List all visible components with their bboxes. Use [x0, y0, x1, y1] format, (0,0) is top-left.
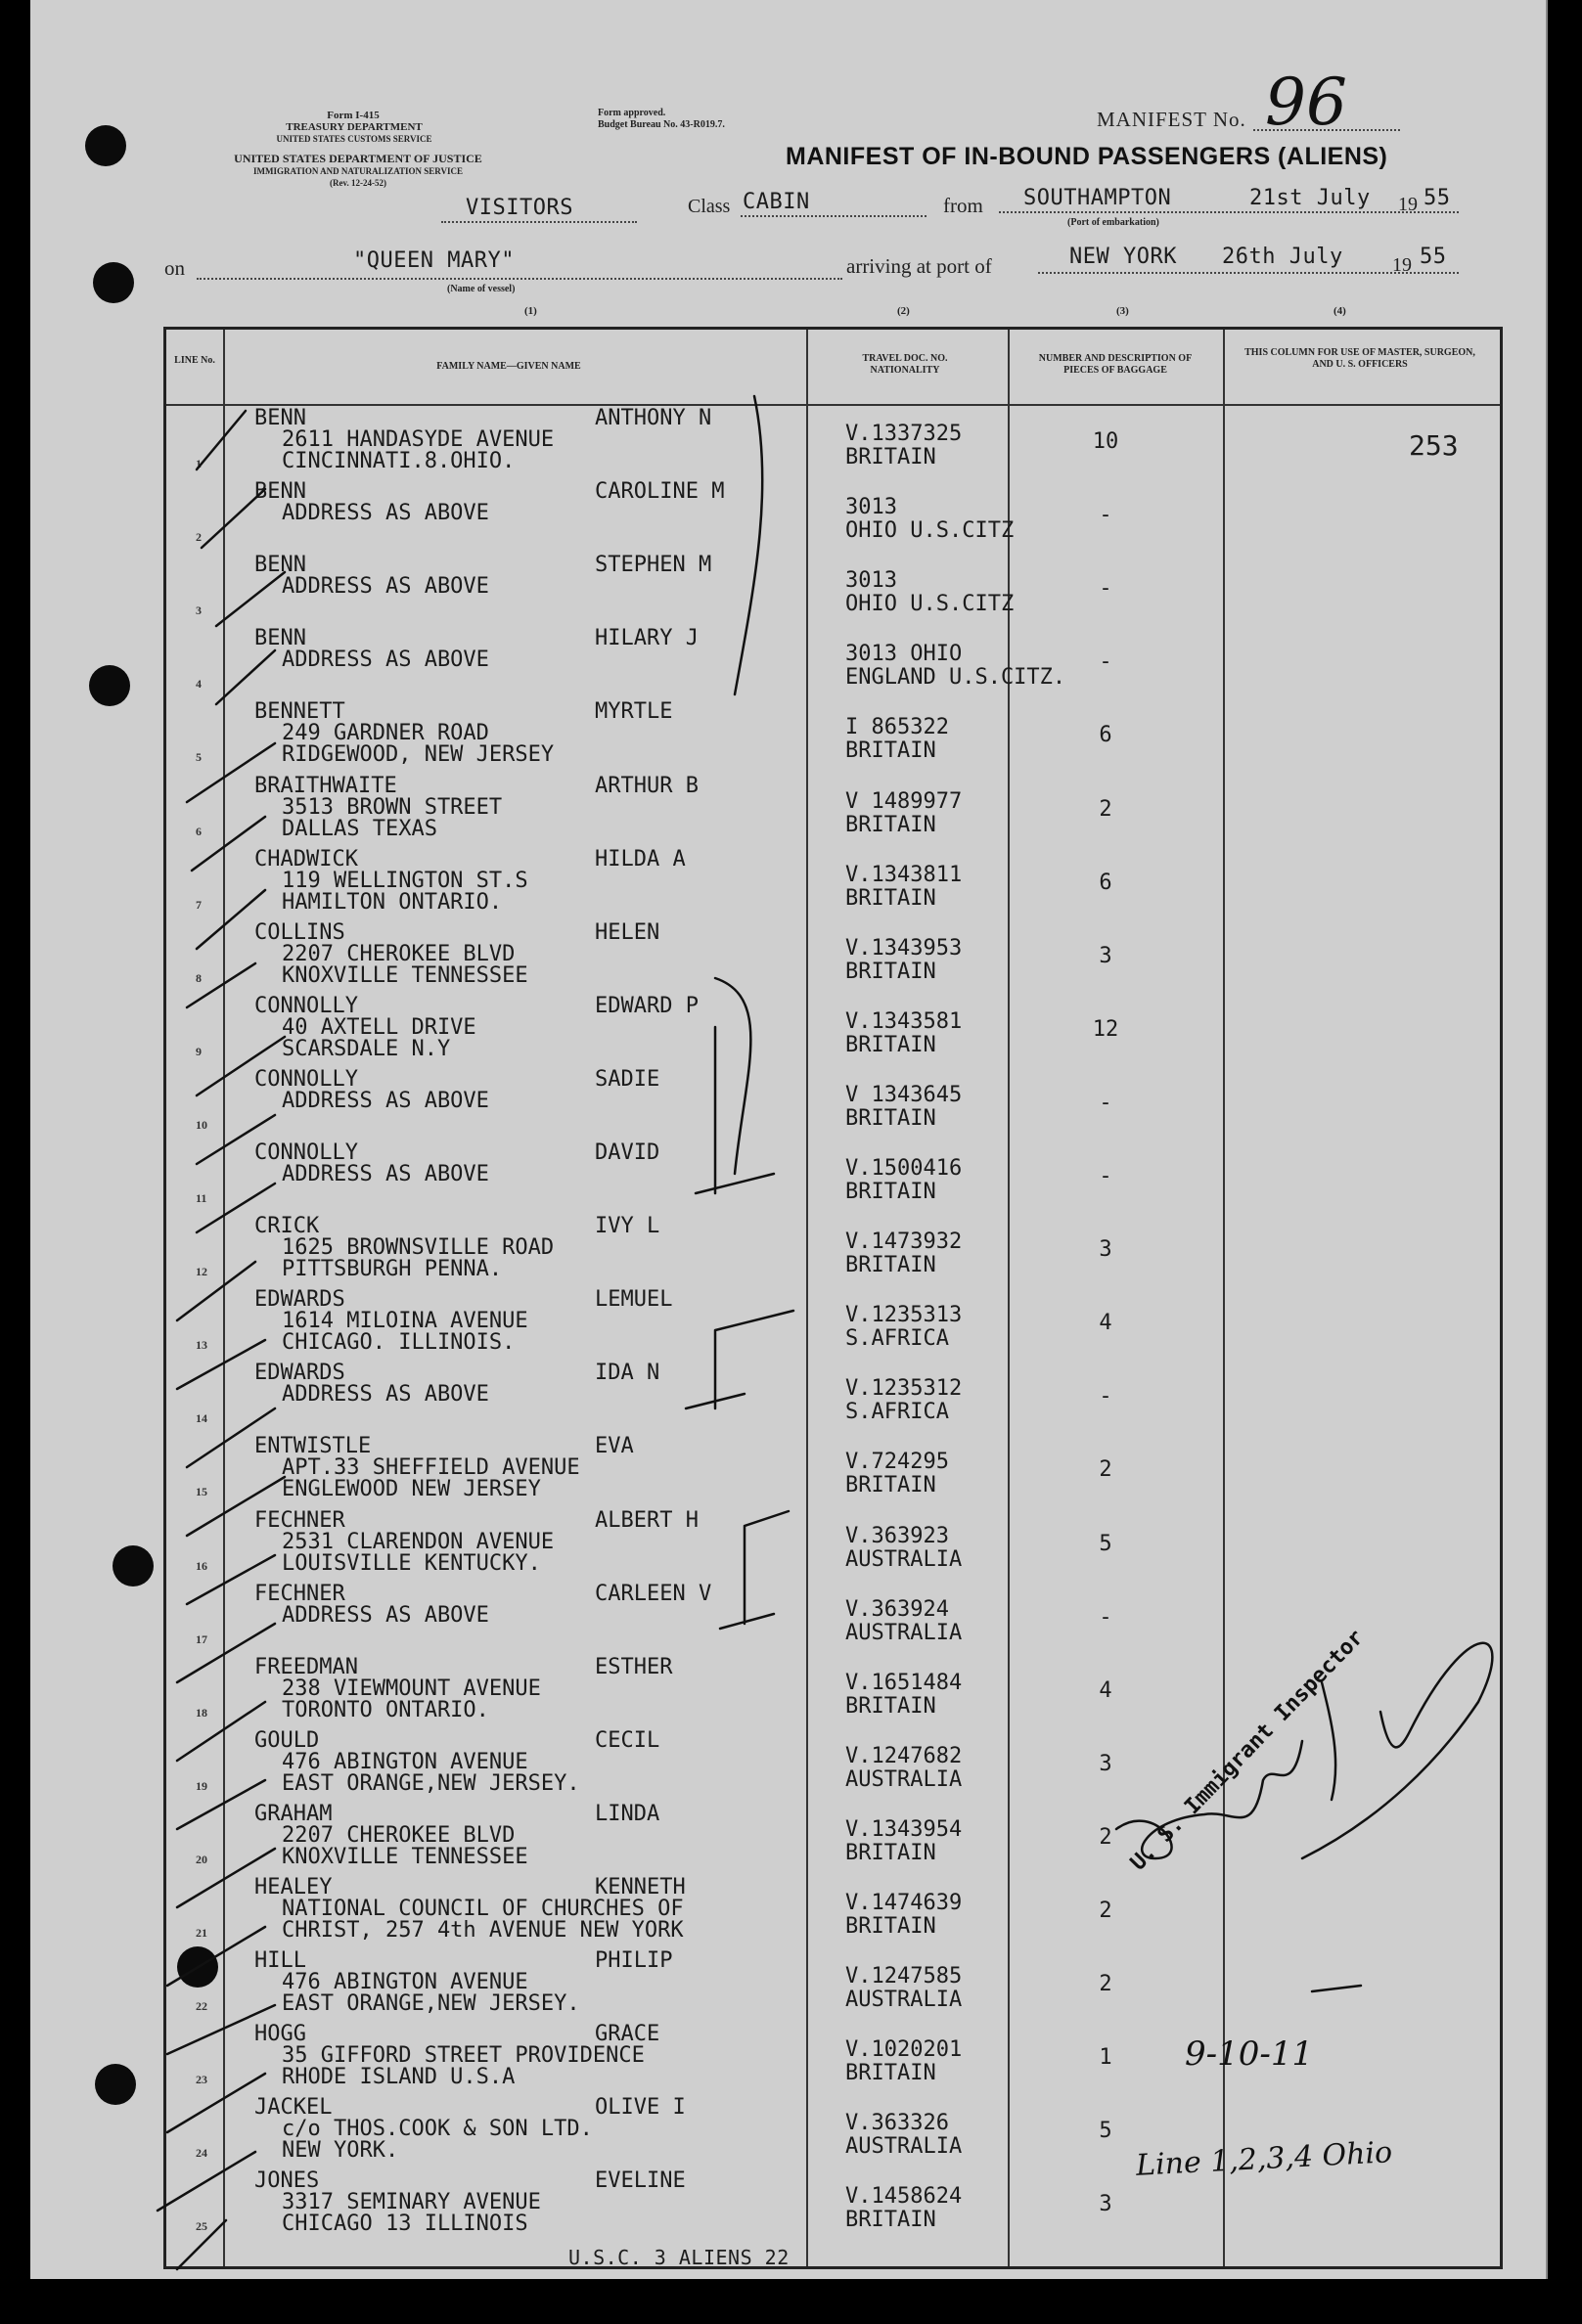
address-line-1: ADDRESS AS ABOVE	[282, 648, 489, 673]
address-line-1: 3317 SEMINARY AVENUE	[282, 2190, 541, 2215]
table-row	[166, 994, 1500, 1067]
address-line-2: TORONTO ONTARIO.	[282, 1697, 489, 1722]
given-name: EDWARD P	[595, 993, 699, 1018]
line-number: 9	[196, 1044, 202, 1058]
given-name: ESTHER	[595, 1654, 673, 1679]
col-num-3: (3)	[1116, 305, 1129, 317]
family-name: HEALEY	[254, 1875, 333, 1899]
address-line-1: ADDRESS AS ABOVE	[282, 1162, 489, 1186]
travel-doc-no: V.724295	[845, 1450, 949, 1475]
address-line-2: CHICAGO. ILLINOIS.	[282, 1330, 516, 1356]
baggage-count: -	[1099, 503, 1112, 528]
baggage-count: 3	[1099, 1237, 1112, 1263]
given-name: HILDA A	[595, 846, 686, 872]
travel-doc-no: V.1235313	[845, 1303, 963, 1328]
address-line-1: ADDRESS AS ABOVE	[282, 1382, 489, 1408]
address-line-2: CHICAGO 13 ILLINOIS	[282, 2212, 528, 2237]
address-line-1: 1625 BROWNSVILLE ROAD	[282, 1235, 555, 1261]
nationality: BRITAIN	[845, 1473, 936, 1498]
line-number: 2	[196, 530, 202, 545]
class-label: Class	[688, 196, 731, 217]
given-name: LINDA	[595, 1801, 660, 1826]
address-line-2: CINCINNATI.8.OHIO.	[282, 449, 516, 473]
nationality: BRITAIN	[845, 1253, 936, 1278]
address-line-2: LOUISVILLE KENTUCKY.	[282, 1550, 541, 1576]
address-line-1: 1614 MILOINA AVENUE	[282, 1309, 528, 1334]
baggage-count: -	[1099, 1384, 1112, 1409]
given-name: CARLEEN V	[595, 1581, 712, 1606]
address-line-2: KNOXVILLE TENNESSEE	[282, 1844, 528, 1869]
nationality: AUSTRALIA	[845, 1546, 963, 1572]
line-number: 25	[196, 2219, 207, 2234]
table-row	[166, 2168, 1500, 2242]
nationality: BRITAIN	[845, 1693, 936, 1719]
line-number: 3	[196, 603, 202, 618]
justice-label: UNITED STATES DEPARTMENT OF JUSTICE	[234, 152, 482, 165]
baggage-count: 3	[1099, 2192, 1112, 2217]
nationality: S.AFRICA	[845, 1400, 949, 1425]
line-number: 22	[196, 1999, 207, 2014]
given-name: GRACE	[595, 2022, 660, 2047]
travel-doc-no: V 1343645	[845, 1082, 963, 1107]
address-line-1: 476 ABINGTON AVENUE	[282, 1970, 528, 1995]
table-row	[166, 1361, 1500, 1434]
address-line-1: APT.33 SHEFFIELD AVENUE	[282, 1455, 580, 1481]
baggage-count: 2	[1099, 1457, 1112, 1483]
travel-doc-no: V.1458624	[845, 2184, 963, 2210]
nationality: AUSTRALIA	[845, 1620, 963, 1645]
family-name: FECHNER	[254, 1507, 345, 1533]
family-name: BENN	[254, 553, 306, 578]
given-name: HELEN	[595, 919, 660, 945]
baggage-count: 2	[1099, 1972, 1112, 1997]
embark-century: 19	[1398, 194, 1418, 215]
table-row	[166, 1875, 1500, 1948]
travel-doc-no: V.1500416	[845, 1156, 963, 1181]
address-line-1: 476 ABINGTON AVENUE	[282, 1749, 528, 1774]
table-row	[166, 626, 1500, 699]
table-row	[166, 774, 1500, 847]
given-name: IDA N	[595, 1361, 660, 1386]
nationality: OHIO U.S.CITZ	[845, 592, 1015, 617]
given-name: OLIVE I	[595, 2095, 686, 2121]
given-name: ALBERT H	[595, 1507, 699, 1533]
table-row	[166, 699, 1500, 773]
address-line-1: 2207 CHEROKEE BLVD	[282, 1822, 516, 1848]
form-number: Form I-415	[327, 110, 380, 121]
baggage-count: 6	[1099, 870, 1112, 895]
line-number: 1	[196, 457, 202, 470]
line-number: 11	[196, 1191, 207, 1205]
line-number: 6	[196, 824, 202, 838]
line-number: 20	[196, 1852, 207, 1866]
form-approved: Form approved.	[598, 108, 666, 118]
given-name: MYRTLE	[595, 699, 673, 725]
travel-doc-no: V.1343954	[845, 1816, 963, 1842]
punch-hole	[95, 2064, 136, 2105]
address-line-1: ADDRESS AS ABOVE	[282, 1088, 489, 1113]
address-line-2: RHODE ISLAND U.S.A	[282, 2065, 516, 2090]
travel-doc-no: I 865322	[845, 715, 949, 740]
line-number: 23	[196, 2073, 207, 2087]
family-name: ENTWISTLE	[254, 1434, 372, 1459]
table-row	[166, 1728, 1500, 1802]
given-name: CAROLINE M	[595, 479, 725, 505]
family-name: JACKEL	[254, 2095, 333, 2121]
address-line-2: EAST ORANGE,NEW JERSEY.	[282, 1991, 580, 2017]
given-name: DAVID	[595, 1140, 660, 1165]
given-name: EVA	[595, 1434, 634, 1459]
vessel-name: "QUEEN MARY"	[353, 248, 515, 273]
baggage-count: -	[1099, 576, 1112, 602]
table-row	[166, 1287, 1500, 1361]
manifest-title: MANIFEST OF IN-BOUND PASSENGERS (ALIENS)	[786, 143, 1388, 170]
travel-doc-no: V.1247585	[845, 1964, 963, 1989]
table-row	[166, 1582, 1500, 1655]
travel-doc-no: V.1651484	[845, 1670, 963, 1695]
col-num-2: (2)	[897, 305, 910, 317]
line-number: 19	[196, 1778, 207, 1793]
line-number: 10	[196, 1117, 207, 1132]
col-head-name: FAMILY NAME—GIVEN NAME	[436, 361, 581, 372]
given-name: LEMUEL	[595, 1287, 673, 1313]
family-name: CRICK	[254, 1214, 320, 1239]
from-label: from	[943, 194, 983, 217]
ins-label: IMMIGRATION AND NATURALIZATION SERVICE	[253, 166, 463, 176]
travel-doc-no: V.1020201	[845, 2037, 963, 2063]
address-line-2: DALLAS TEXAS	[282, 816, 437, 841]
line-number: 24	[196, 2146, 207, 2161]
inspector-stamp: U. S. Immigrant Inspector	[1126, 1625, 1370, 1876]
baggage-count: 2	[1099, 1899, 1112, 1923]
given-name: HILARY J	[595, 626, 699, 651]
line-number: 16	[196, 1558, 207, 1573]
vessel-caption: (Name of vessel)	[447, 284, 516, 294]
line-number: 5	[196, 750, 202, 765]
visitors-label: VISITORS	[466, 196, 573, 220]
given-name: EVELINE	[595, 2168, 686, 2194]
table-row	[166, 920, 1500, 994]
given-name: STEPHEN M	[595, 553, 712, 578]
address-line-1: 238 VIEWMOUNT AVENUE	[282, 1676, 541, 1701]
address-line-1: ADDRESS AS ABOVE	[282, 1602, 489, 1628]
baggage-count: 4	[1099, 1677, 1112, 1703]
table-row	[166, 553, 1500, 626]
arrival-port: NEW YORK	[1069, 245, 1177, 269]
nationality: BRITAIN	[845, 959, 936, 984]
address-line-2: HAMILTON ONTARIO.	[282, 889, 503, 915]
nationality: BRITAIN	[845, 1840, 936, 1865]
address-line-1: 3513 BROWN STREET	[282, 794, 503, 820]
nationality: BRITAIN	[845, 2061, 936, 2086]
family-name: BENN	[254, 406, 306, 430]
address-line-1: ADDRESS AS ABOVE	[282, 501, 489, 526]
family-name: GRAHAM	[254, 1801, 333, 1826]
address-line-1: 2207 CHEROKEE BLVD	[282, 941, 516, 966]
travel-doc-no: 3013	[845, 495, 897, 520]
baggage-count: -	[1099, 1164, 1112, 1188]
travel-doc-no: V.363923	[845, 1523, 949, 1548]
family-name: COLLINS	[254, 919, 345, 945]
table-row	[166, 847, 1500, 920]
baggage-count: 4	[1099, 1311, 1112, 1336]
table-row	[166, 1802, 1500, 1875]
family-name: CHADWICK	[254, 846, 358, 872]
baggage-count: -	[1099, 1604, 1112, 1630]
family-name: EDWARDS	[254, 1287, 345, 1313]
col-head-travel-doc: TRAVEL DOC. NO. NATIONALITY	[862, 353, 948, 376]
col-head-officers: THIS COLUMN FOR USE OF MASTER, SURGEON, AND U. S. OFFICERS	[1244, 347, 1475, 370]
passenger-table	[163, 327, 1503, 2269]
travel-doc-no: 3013	[845, 568, 897, 594]
family-name: CONNOLLY	[254, 1066, 358, 1092]
address-line-1: 119 WELLINGTON ST.S	[282, 868, 528, 893]
line-number: 14	[196, 1411, 207, 1426]
col-num-1: (1)	[524, 305, 537, 317]
travel-doc-no: V.1235312	[845, 1376, 963, 1402]
family-name: JONES	[254, 2168, 320, 2194]
nationality: BRITAIN	[845, 1032, 936, 1057]
baggage-count: 6	[1099, 723, 1112, 748]
manifest-sheet	[30, 0, 1548, 2279]
family-name: HOGG	[254, 2022, 306, 2047]
line-number: 21	[196, 1926, 207, 1940]
family-name: CONNOLLY	[254, 1140, 358, 1165]
family-name: FREEDMAN	[254, 1654, 358, 1679]
arrival-date: 26th July	[1222, 245, 1343, 269]
travel-doc-no: 3013 OHIO	[845, 642, 963, 667]
table-row	[166, 1140, 1500, 1214]
travel-doc-no: V.363326	[845, 2111, 949, 2136]
punch-hole	[93, 262, 134, 303]
arrival-century: 19	[1392, 254, 1412, 276]
line-number: 13	[196, 1338, 207, 1353]
line-number: 18	[196, 1705, 207, 1720]
table-row	[166, 1508, 1500, 1582]
nationality: BRITAIN	[845, 1914, 936, 1939]
nationality: ENGLAND U.S.CITZ.	[845, 665, 1066, 691]
travel-doc-no: V.1247682	[845, 1743, 963, 1768]
nationality: S.AFRICA	[845, 1326, 949, 1352]
arriving-label: arriving at port of	[846, 254, 992, 278]
address-line-2: KNOXVILLE TENNESSEE	[282, 962, 528, 988]
address-line-2: NEW YORK.	[282, 2138, 399, 2164]
line-number: 8	[196, 970, 202, 985]
table-row	[166, 479, 1500, 553]
nationality: BRITAIN	[845, 1180, 936, 1204]
travel-doc-no: V.363924	[845, 1596, 949, 1622]
baggage-count: 5	[1099, 1531, 1112, 1556]
address-line-1: ADDRESS AS ABOVE	[282, 574, 489, 600]
nationality: BRITAIN	[845, 738, 936, 764]
nationality: AUSTRALIA	[845, 2134, 963, 2160]
address-line-1: 249 GARDNER ROAD	[282, 721, 489, 746]
nationality: BRITAIN	[845, 1105, 936, 1131]
col-num-4: (4)	[1333, 305, 1346, 317]
port-embark-caption: (Port of embarkation)	[1067, 217, 1159, 228]
manifest-no-value: 96	[1265, 65, 1347, 140]
table-row	[166, 1067, 1500, 1140]
travel-doc-no: V.1473932	[845, 1229, 963, 1255]
treasury-label: TREASURY DEPARTMENT	[286, 121, 423, 133]
family-name: CONNOLLY	[254, 993, 358, 1018]
col-head-baggage: NUMBER AND DESCRIPTION OF PIECES OF BAGGAGE	[1038, 353, 1193, 376]
travel-doc-no: V.1343953	[845, 935, 963, 961]
family-name: HILL	[254, 1948, 306, 1974]
nationality: OHIO U.S.CITZ	[845, 518, 1015, 544]
address-line-1: 35 GIFFORD STREET PROVIDENCE	[282, 2043, 645, 2069]
address-line-2: EAST ORANGE,NEW JERSEY.	[282, 1770, 580, 1796]
travel-doc-no: V.1474639	[845, 1891, 963, 1915]
travel-doc-no: V 1489977	[845, 788, 963, 814]
given-name: SADIE	[595, 1066, 660, 1092]
vessel-line	[197, 278, 842, 280]
address-line-1: 2611 HANDASYDE AVENUE	[282, 427, 555, 452]
address-line-1: NATIONAL COUNCIL OF CHURCHES OF	[282, 1897, 684, 1921]
footer-count: U.S.C. 3 ALIENS 22	[568, 2246, 790, 2269]
budget-bureau: Budget Bureau No. 43-R019.7.	[598, 119, 725, 130]
baggage-count: 10	[1092, 429, 1119, 454]
given-name: KENNETH	[595, 1875, 686, 1899]
given-name: ANTHONY N	[595, 406, 712, 430]
nationality: BRITAIN	[845, 812, 936, 837]
address-line-2: ENGLEWOOD NEW JERSEY	[282, 1477, 541, 1502]
family-name: BRAITHWAITE	[254, 773, 397, 798]
manifest-no-label: MANIFEST No.	[1097, 108, 1246, 131]
nationality: BRITAIN	[845, 2208, 936, 2233]
given-name: ARTHUR B	[595, 773, 699, 798]
port-of-embarkation: SOUTHAMPTON	[1023, 186, 1172, 210]
line-number: 7	[196, 897, 202, 912]
punch-hole	[113, 1545, 154, 1587]
on-label: on	[164, 256, 185, 280]
table-row	[166, 1214, 1500, 1287]
given-name: CECIL	[595, 1727, 660, 1753]
baggage-count: 5	[1099, 2119, 1112, 2144]
table-row	[166, 1948, 1500, 2022]
family-name: EDWARDS	[254, 1361, 345, 1386]
baggage-count: 2	[1099, 796, 1112, 822]
given-name: PHILIP	[595, 1948, 673, 1974]
table-row	[166, 1434, 1500, 1507]
family-name: FECHNER	[254, 1581, 345, 1606]
revision: (Rev. 12-24-52)	[330, 178, 386, 188]
address-line-2: CHRIST, 257 4th AVENUE NEW YORK	[282, 1918, 684, 1943]
customs-label: UNITED STATES CUSTOMS SERVICE	[276, 134, 432, 144]
family-name: BENN	[254, 626, 306, 651]
address-line-2: PITTSBURGH PENNA.	[282, 1257, 503, 1282]
embarkation-date: 21st July	[1249, 186, 1371, 210]
table-row	[166, 406, 1500, 479]
officer-note: 253	[1409, 429, 1459, 462]
family-name: BENN	[254, 479, 306, 505]
address-line-1: 2531 CLARENDON AVENUE	[282, 1529, 555, 1554]
address-line-1: 40 AXTELL DRIVE	[282, 1014, 476, 1040]
handwritten-line-note: Line 1,2,3,4 Ohio	[1135, 2135, 1393, 2183]
arrival-line	[1038, 272, 1459, 274]
line-number: 15	[196, 1485, 207, 1499]
baggage-count: -	[1099, 649, 1112, 675]
baggage-count: 2	[1099, 1824, 1112, 1850]
baggage-count: 12	[1092, 1016, 1119, 1042]
handwritten-date: 9-10-11	[1185, 2034, 1314, 2074]
baggage-count: 3	[1099, 1751, 1112, 1776]
address-line-1: c/o THOS.COOK & SON LTD.	[282, 2117, 593, 2142]
col-head-line-no: LINE No.	[174, 355, 215, 366]
travel-doc-no: V.1343581	[845, 1008, 963, 1034]
line-number: 17	[196, 1631, 207, 1646]
punch-hole	[85, 125, 126, 166]
baggage-count: 1	[1099, 2045, 1112, 2071]
embark-line	[999, 211, 1459, 213]
visitors-line	[441, 221, 637, 223]
travel-doc-no: V.1337325	[845, 422, 963, 446]
line-number: 12	[196, 1265, 207, 1279]
family-name: GOULD	[254, 1727, 320, 1753]
punch-hole	[89, 665, 130, 706]
nationality: AUSTRALIA	[845, 1988, 963, 2013]
address-line-2: SCARSDALE N.Y	[282, 1036, 451, 1061]
travel-doc-no: V.1343811	[845, 862, 963, 887]
class-line	[741, 215, 927, 217]
nationality: AUSTRALIA	[845, 1766, 963, 1792]
address-line-2: RIDGEWOOD, NEW JERSEY	[282, 742, 555, 768]
embarkation-year: 55	[1424, 186, 1451, 210]
given-name: IVY L	[595, 1214, 660, 1239]
arrival-year: 55	[1420, 245, 1447, 269]
baggage-count: -	[1099, 1090, 1112, 1115]
baggage-count: 3	[1099, 943, 1112, 968]
family-name: BENNETT	[254, 699, 345, 725]
nationality: BRITAIN	[845, 445, 936, 469]
line-number: 4	[196, 677, 202, 692]
nationality: BRITAIN	[845, 885, 936, 911]
class-value: CABIN	[743, 190, 810, 214]
